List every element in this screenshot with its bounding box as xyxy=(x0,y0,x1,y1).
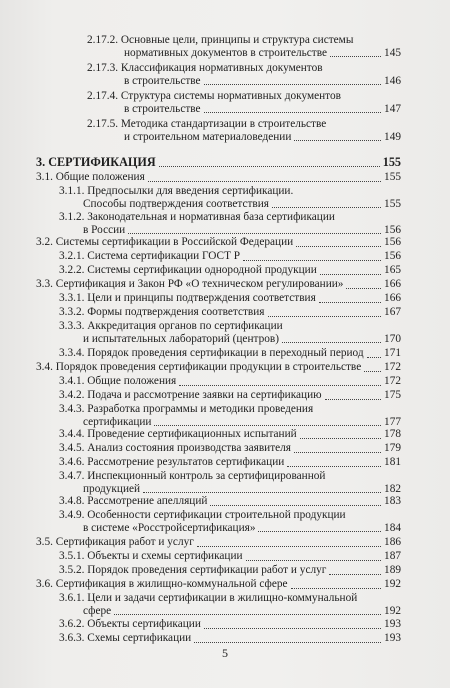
toc-entry-title-line: 3.4.1. Общие положения xyxy=(59,375,177,387)
toc-page-number: 189 xyxy=(384,564,401,576)
toc-entry xyxy=(36,361,401,374)
toc-page-number: 192 xyxy=(384,578,401,590)
toc-entry-title-line: 3.4.8. Рассмотрение апелляций xyxy=(59,495,208,507)
dot-leader xyxy=(330,55,381,57)
toc-page-number: 187 xyxy=(384,550,401,562)
dot-leader xyxy=(282,341,381,343)
toc-entry-title-line: 2.17.3. Классификация нормативных документов xyxy=(87,62,323,74)
toc-page-number: 156 xyxy=(384,236,401,248)
toc-page-number: 178 xyxy=(384,428,401,440)
dot-leader xyxy=(194,641,381,643)
toc-entry-title-line: 3.1. Общие положения xyxy=(36,171,145,183)
toc-entry-title-line: 3.5.1. Объекты и схемы сертификации xyxy=(59,550,243,562)
dot-leader xyxy=(179,384,381,386)
toc-entry-title-line: 3.3.3. Аккредитация органов по сертификации xyxy=(59,320,283,332)
toc-entry-title-line: в системе «Росстройсертификация» xyxy=(83,521,256,534)
toc-entry-title-line: 3.6.1. Цели и задачи сертификации в жилищно-коммунальной xyxy=(59,592,358,604)
dot-leader xyxy=(294,139,381,141)
toc-entry-title-line: 2.17.4. Структура системы нормативных документов xyxy=(87,90,341,102)
dot-leader xyxy=(367,356,381,358)
toc-entry xyxy=(87,118,401,143)
toc-page-number: 192 xyxy=(384,604,401,617)
toc-entry-title-line: 3.5. Сертификация работ и услуг xyxy=(36,536,194,548)
toc-page-number: 179 xyxy=(384,442,401,454)
dot-leader xyxy=(114,613,381,615)
toc-page-number: 182 xyxy=(384,482,401,495)
toc-entry-title-line: 3.4.2. Подача и рассмотрение заявки на сертификацию xyxy=(59,389,322,401)
toc-entry-title-line: и строительном материаловедении xyxy=(124,130,292,143)
dot-leader xyxy=(128,232,381,234)
toc-entry-title-line: 3.3.1. Цели и принципы подтверждения соответствия xyxy=(59,292,316,304)
toc-entry xyxy=(59,442,401,455)
toc-entry-title-line: 3.2.2. Системы сертификации однородной продукции xyxy=(59,264,317,276)
toc-page-number: 193 xyxy=(384,618,401,630)
toc-entry-title-line: 3.6.2. Объекты сертификации xyxy=(59,618,201,630)
toc-page-number: 181 xyxy=(384,456,401,468)
dot-leader xyxy=(364,370,381,372)
toc-entry xyxy=(59,403,401,428)
toc-entry-title-line: в строительстве xyxy=(124,102,201,115)
toc-entry-title-line: 3.2.1. Система сертификации ГОСТ Р xyxy=(59,250,241,262)
toc-page-number: 193 xyxy=(384,632,401,644)
dot-leader xyxy=(210,504,381,506)
toc-entry xyxy=(59,264,401,277)
dot-leader xyxy=(296,245,381,247)
toc-entry xyxy=(59,306,401,319)
toc-page-number: 149 xyxy=(384,130,401,143)
toc-entry-title-line: Способы подтверждения соответствия xyxy=(83,197,269,210)
dot-leader xyxy=(272,206,381,208)
toc-entry xyxy=(59,428,401,441)
toc-page-number: 186 xyxy=(384,536,401,548)
dot-leader xyxy=(197,545,381,547)
toc-entry xyxy=(59,320,401,345)
toc-entry-title-line: сфере xyxy=(83,604,112,617)
toc-entry-title-line: 3.4.6. Рассмотрение результатов сертификации xyxy=(59,456,285,468)
toc-page-number: 183 xyxy=(384,495,401,507)
toc-entry xyxy=(59,495,401,508)
toc-entry xyxy=(59,509,401,534)
toc-entry xyxy=(59,456,401,469)
toc-entry-title-line: 3.6.3. Схемы сертификации xyxy=(59,632,192,644)
toc-entry xyxy=(59,470,401,495)
toc-entry-title-line: 3.1.1. Предпосылки для введения сертификации. xyxy=(59,185,294,197)
toc-entry-title-line: 3.1.2. Законодательная и нормативная база сертификации xyxy=(59,211,335,223)
toc-entry-title-line: в России xyxy=(83,223,126,236)
toc-page-number: 165 xyxy=(384,264,401,276)
toc-entry-title-line: и испытательных лабораторий (центров) xyxy=(83,332,279,345)
toc-entry-title-line: в строительстве xyxy=(124,74,201,87)
toc-entry xyxy=(59,347,401,360)
toc-entry xyxy=(59,618,401,631)
toc-page-number: 184 xyxy=(384,521,401,534)
toc-page-number: 166 xyxy=(384,278,401,290)
toc-page-number: 155 xyxy=(382,155,401,169)
toc-page-number: 171 xyxy=(384,347,401,359)
toc-entry-title-line: 3.3.2. Формы подтверждения соответствия xyxy=(59,306,265,318)
toc-entry-title-line: 3.6. Сертификация в жилищно-коммунальной сфере xyxy=(36,578,288,590)
toc-entry xyxy=(36,578,401,591)
dot-leader xyxy=(143,491,381,493)
toc-entry xyxy=(59,564,401,577)
toc-entry xyxy=(59,550,401,563)
toc-entry-title-line: сертификации xyxy=(83,415,152,428)
dot-leader xyxy=(159,165,380,167)
toc-page-number: 155 xyxy=(384,171,401,183)
toc-entry xyxy=(59,632,401,645)
toc-page-number: 172 xyxy=(384,361,401,373)
dot-leader xyxy=(268,315,382,317)
dot-leader xyxy=(329,573,381,575)
toc-entry-title-line: 3.3. Сертификация и Закон РФ «О техническом регулировании» xyxy=(36,278,344,290)
toc-page-number: 147 xyxy=(384,102,401,115)
toc-page-number: 170 xyxy=(384,332,401,345)
toc-page-number: 146 xyxy=(384,74,401,87)
dot-leader xyxy=(320,273,381,275)
dot-leader xyxy=(246,559,381,561)
toc-entry-title-line: 3.4.4. Проведение сертификационных испытаний xyxy=(59,428,297,440)
toc-entry-title-line: 3. СЕРТИФИКАЦИЯ xyxy=(36,155,156,169)
toc-entry-title-line: продукцией xyxy=(83,482,141,495)
dot-leader xyxy=(204,83,381,85)
dot-leader xyxy=(346,287,381,289)
toc-page-number: 145 xyxy=(384,46,401,59)
toc-entry xyxy=(59,592,401,617)
toc-page-number: 175 xyxy=(384,389,401,401)
toc-entry xyxy=(36,171,401,184)
toc-entry-title-line: 3.5.2. Порядок проведения сертификации работ и услуг xyxy=(59,564,327,576)
toc-entry xyxy=(36,278,401,291)
toc-entry xyxy=(87,90,401,115)
page-number: 5 xyxy=(222,646,228,660)
toc-entry xyxy=(87,62,401,87)
toc-page-number: 156 xyxy=(384,250,401,262)
toc-entry-title-line: 3.4.5. Анализ состояния производства заявителя xyxy=(59,442,292,454)
dot-leader xyxy=(154,424,381,426)
toc-page-number: 166 xyxy=(384,292,401,304)
toc-entry xyxy=(59,375,401,388)
toc-page-number: 155 xyxy=(384,197,401,210)
dot-leader xyxy=(291,587,381,589)
dot-leader xyxy=(258,530,381,532)
toc-entry-title-line: 2.17.2. Основные цели, принципы и структура системы xyxy=(87,34,354,46)
toc-entry-title-line: 3.3.4. Порядок проведения сертификации в переходный период xyxy=(59,347,364,359)
toc-entry-title-line: 3.4.9. Особенности сертификации строительной продукции xyxy=(59,509,346,521)
toc-entry xyxy=(59,389,401,402)
dot-leader xyxy=(204,111,381,113)
toc-entry xyxy=(36,536,401,549)
toc-entry xyxy=(87,34,401,59)
toc-entry-title-line: 3.4.3. Разработка программы и методики проведения xyxy=(59,403,314,415)
dot-leader xyxy=(325,398,381,400)
dot-leader xyxy=(294,451,381,453)
dot-leader xyxy=(243,259,381,261)
toc-entry-title-line: нормативных документов в строительстве xyxy=(124,46,327,59)
toc-entry xyxy=(36,156,401,169)
toc-page-number: 177 xyxy=(384,415,401,428)
dot-leader xyxy=(300,437,381,439)
toc-entry-title-line: 2.17.5. Методика стандартизации в строительстве xyxy=(87,118,327,130)
toc-entry-title-line: 3.2. Системы сертификации в Российской Федерации xyxy=(36,236,294,248)
dot-leader xyxy=(204,627,381,629)
toc-entry xyxy=(59,250,401,263)
toc-entry xyxy=(36,236,401,249)
toc-entry-title-line: 3.4.7. Инспекционный контроль за сертифицированной xyxy=(59,470,326,482)
dot-leader xyxy=(319,301,381,303)
toc-page-number: 156 xyxy=(384,223,401,236)
toc-page-number: 167 xyxy=(384,306,401,318)
toc-entry xyxy=(59,211,401,236)
toc-entry xyxy=(59,292,401,305)
toc-entry xyxy=(59,185,401,210)
dot-leader xyxy=(148,180,381,182)
dot-leader xyxy=(287,465,381,467)
toc-entry-title-line: 3.4. Порядок проведения сертификации продукции в строительстве xyxy=(36,361,362,373)
toc-page-number: 172 xyxy=(384,375,401,387)
